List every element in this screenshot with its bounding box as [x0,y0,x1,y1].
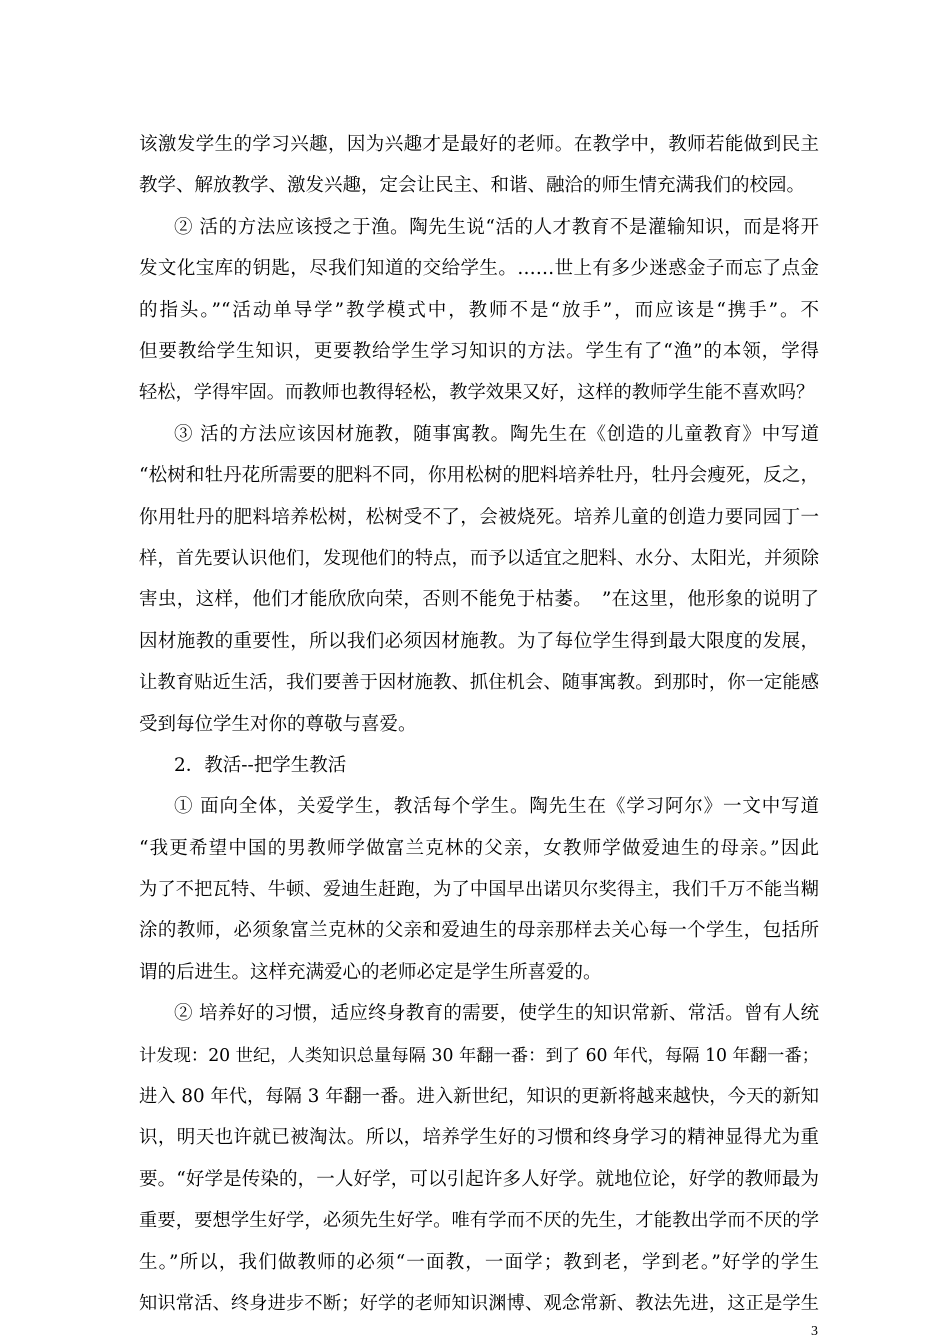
section-heading: 2．教活--把学生教活 [174,755,347,776]
body-text-line: “我更希望中国的男教师学做富兰克林的父亲，女教师学做爱迪生的母亲。”因此 [139,838,819,859]
page-number: 3 [811,1324,818,1339]
body-text-line: ② 活的方法应该授之于渔。陶先生说“活的人才教育不是灌输知识，而是将开 [174,217,819,238]
body-text-line: “松树和牡丹花所需要的肥料不同，你用松树的肥料培养牡丹，牡丹会瘦死，反之， [139,465,819,486]
body-text-line: 你用牡丹的肥料培养松树，松树受不了，会被烧死。培养儿童的创造力要同园丁一 [139,507,819,528]
body-text-line: 让教育贴近生活，我们要善于因材施教、抓住机会、随事寓教。到那时，你一定能感 [139,672,819,693]
body-text-line: 害虫，这样，他们才能欣欣向荣，否则不能免于枯萎。 ”在这里，他形象的说明了 [139,589,819,610]
body-text-line: 受到每位学生对你的尊敬与喜爱。 [139,714,417,735]
body-text-line: 的指头。”“活动单导学”教学模式中，教师不是“放手”，而应该是“携手”。不 [139,300,819,321]
body-text-line: 教学、解放教学、激发兴趣，定会让民主、和谐、融洽的师生情充满我们的校园。 [139,175,806,196]
body-text-line: 知识常活、终身进步不断；好学的老师知识渊博、观念常新、教法先进，这正是学生 [139,1293,819,1314]
body-text-line: 识，明天也许就已被淘汰。所以，培养学生好的习惯和终身学习的精神显得尤为重 [139,1127,819,1148]
body-text-line: 谓的后进生。这样充满爱心的老师必定是学生所喜爱的。 [139,962,602,983]
body-text-line: 因材施教的重要性，所以我们必须因材施教。为了每位学生得到最大限度的发展， [139,631,819,652]
body-text-line: 进入 80 年代，每隔 3 年翻一番。进入新世纪，知识的更新将越来越快，今天的新知 [139,1086,819,1107]
body-text-line: 为了不把瓦特、牛顿、爱迪生赶跑，为了中国早出诺贝尔奖得主，我们千万不能当糊 [139,879,819,900]
body-text-line: ③ 活的方法应该因材施教，随事寓教。陶先生在《创造的儿童教育》中写道 [174,424,819,445]
body-text-line: 该激发学生的学习兴趣，因为兴趣才是最好的老师。在教学中，教师若能做到民主 [139,134,819,155]
body-text-line: 生。”所以，我们做教师的必须“一面教，一面学；教到老，学到老。”好学的学生 [139,1252,819,1273]
body-text-line: 涂的教师，必须象富兰克林的父亲和爱迪生的母亲那样去关心每一个学生，包括所 [139,920,819,941]
body-text-line: 但要教给学生知识，更要教给学生学习知识的方法。学生有了“渔”的本领，学得 [139,341,819,362]
body-text-line: 要。“好学是传染的，一人好学，可以引起许多人好学。就地位论，好学的教师最为 [139,1169,819,1190]
body-text-line: 发文化宝库的钥匙，尽我们知道的交给学生。……世上有多少迷惑金子而忘了点金 [139,258,819,279]
body-text-line: 样，首先要认识他们，发现他们的特点，而予以适宜之肥料、水分、太阳光，并须除 [139,548,819,569]
body-text-line: ① 面向全体，关爱学生，教活每个学生。陶先生在《学习阿尔》一文中写道 [174,796,819,817]
body-text-line: 轻松，学得牢固。而教师也教得轻松，教学效果又好，这样的教师学生能不喜欢吗？ [139,382,815,403]
body-text-line: 重要，要想学生好学，必须先生好学。唯有学而不厌的先生，才能教出学而不厌的学 [139,1210,819,1231]
body-text-line: ② 培养好的习惯，适应终身教育的需要，使学生的知识常新、常活。曾有人统 [174,1003,819,1024]
body-text-line: 计发现：20 世纪，人类知识总量每隔 30 年翻一番：到了 60 年代，每隔 10 年翻一番； [139,1046,819,1066]
